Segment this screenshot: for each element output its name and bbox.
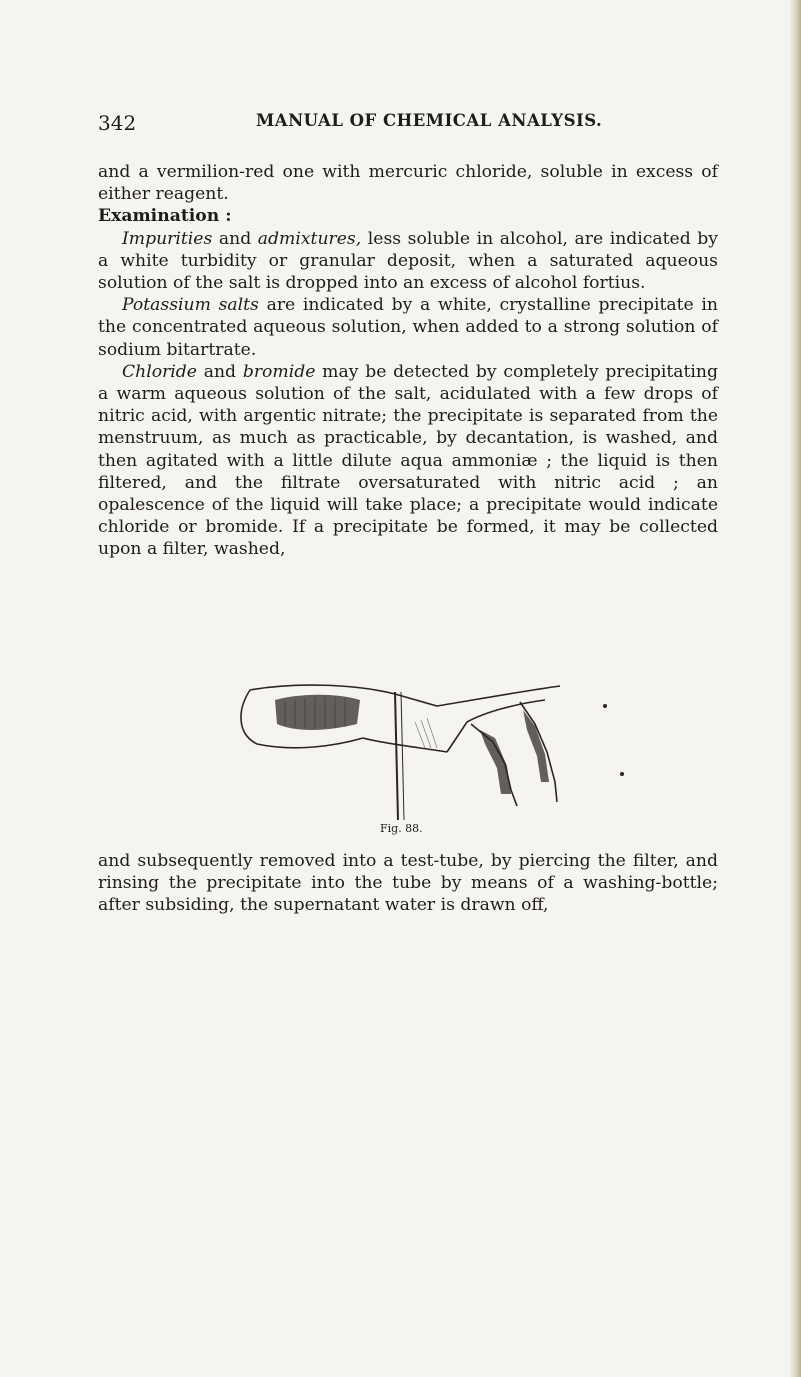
figure-caption: Fig. 88. (380, 822, 423, 835)
running-head: MANUAL OF CHEMICAL ANALYSIS. (256, 111, 603, 130)
conjunction: and (218, 228, 252, 249)
page-header (98, 111, 718, 141)
examination-heading: Examination : (98, 206, 232, 227)
paragraph-text: may be detected by completely precipitating a warm aqueous solution of the salt, acidulated with a few drops of nitric acid, with argentic nitrate; the precipitate is separated from the menstruum, as much as practicable, by decantation, is washed, and then agitated with a little dilute aqua ammoniæ ; the liquid is then filtered, and the filtrate oversaturated with nitric acid ; an opalescence of the liquid will take place; a precipitate would indicate chloride or bromide. If a precipitate be formed, it may be collected upon a filter, washed, (98, 361, 719, 560)
paragraph-potassium (98, 294, 718, 361)
continuation-paragraph: and a vermilion-red one with mercuric chloride, soluble in excess of either reagent. (98, 162, 718, 205)
paragraph-text: are indicated by a white, crystalline precipitate in the concentrated aqueous solution, when added to a strong solution of sodium bitartrate. (98, 295, 718, 360)
conjunction: and (203, 361, 237, 382)
term-chloride: Chloride (122, 361, 197, 382)
paragraph-chloride (98, 361, 718, 561)
term-bromide: bromide (242, 361, 316, 382)
page-number: 342 (98, 111, 137, 135)
figure-base (185, 780, 625, 820)
body-text-upper (98, 161, 718, 561)
body-text-lower (98, 850, 718, 917)
term-impurities: Impurities (122, 228, 213, 249)
term-admixtures: admixtures, (257, 228, 362, 249)
after-figure-paragraph: and subsequently removed into a test-tube, by piercing the filter, and rinsing the precipitate into the tube by means of a washing-bottle; after subsiding, the supernatant water is drawn off, (98, 851, 718, 916)
paragraph-impurities (98, 228, 718, 295)
term-potassium-salts: Potassium salts (122, 295, 259, 316)
page-edge-shadow (789, 0, 801, 1377)
paragraph-text: less soluble in alcohol, are indicated by a white turbidity or granular deposit, when a saturated aqueous solution of the salt is dropped into an excess of alcohol fortius. (98, 228, 719, 294)
